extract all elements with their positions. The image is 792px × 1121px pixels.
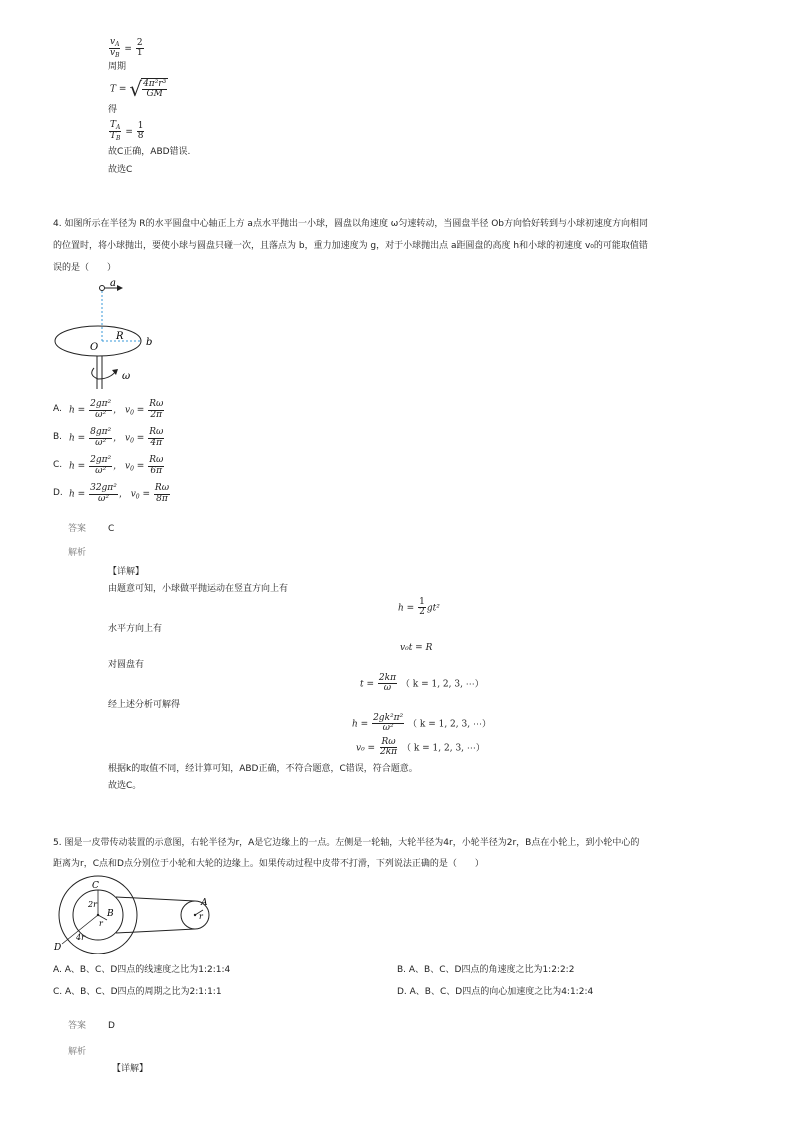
q4-eq3: t = $\frac{2k\pi}{\omega}$ （ k = 1, 2, 3, ⋯） [360, 673, 484, 694]
q4-option-d[interactable]: D. h = $\frac{\text{32gπ²}}{\text{ω²}}$ ， $v_0$ = $\frac{R\omega}{8\pi}$ [53, 483, 170, 504]
label-r-small: r [99, 919, 103, 928]
q4-line5: 根据k的取值不同，经计算可知，ABD正确，不符合题意，C错误，符合题意。 [108, 764, 418, 774]
period-label: 周期 [108, 62, 127, 72]
q4-eq4: h = $\frac{\text{2gk²π²}}{\text{ω²}}$ （ k = 1, 2, 3, ⋯） [352, 713, 491, 734]
velocity-ratio-equation: $\frac{v_A}{v_B}$ = $\frac{2}{1}$ [110, 37, 143, 60]
label-A: A [201, 898, 208, 908]
q4-line1: 由题意可知，小球做平抛运动在竖直方向上有 [108, 584, 289, 594]
period-ratio-equation: $\frac{T_A}{T_B}$ = $\frac{1}{8}$ [110, 120, 144, 143]
q4-disc-figure [50, 278, 170, 390]
q4-answer-label: 答案 [68, 524, 87, 534]
q5-belt-figure [52, 870, 217, 954]
q4-option-c[interactable]: C. h = $\frac{\text{2gπ²}}{\text{ω²}}$ ， $v_0$ = $\frac{R\omega}{6\pi}$ [53, 455, 164, 476]
label-O: O [90, 342, 99, 353]
q5-detail-label: 【详解】 [112, 1064, 149, 1074]
q4-line4: 经上述分析可解得 [108, 700, 181, 710]
q4-detail-label: 【详解】 [108, 567, 145, 577]
q4-options [53, 396, 171, 508]
q4-eq5: v₀ = $\frac{R\omega}{2k\pi}$ （ k = 1, 2, 3, ⋯） [356, 737, 485, 758]
q4-stem-line1: 4. 如图所示在半径为 R的水平圆盘中心轴正上方 a点水平抛出一小球，圆盘以角速度 ω匀速转动，当圆盘半径 Ob方向恰好转到与小球初速度方向相同 [53, 219, 648, 229]
rotation-arrow [92, 368, 116, 379]
label-2r: 2r [88, 900, 97, 909]
point-a-marker [100, 286, 105, 291]
label-r-right: r [199, 912, 203, 921]
label-B: B [107, 909, 114, 919]
q5-stem-line2: 距离为r，C点和D点分别位于小轮和大轮的边缘上。如果传动过程中皮带不打滑，下列说法正确的是（ ） [53, 859, 484, 869]
label-D: D [54, 943, 62, 953]
q4-eq1: h = $\frac{1}{2}$ gt² [398, 597, 440, 618]
q4-stem-line3: 误的是（ ） [53, 263, 117, 273]
label-a: a [110, 278, 116, 289]
label-b: b [146, 337, 153, 348]
q5-option-d[interactable]: D. A、B、C、D四点的向心加速度之比为4:1:2:4 [397, 987, 594, 997]
belt-top [116, 897, 195, 901]
q4-option-b[interactable]: B. h = $\frac{\text{8gπ²}}{\text{ω²}}$ ， $v_0$ = $\frac{R\omega}{4\pi}$ [53, 427, 164, 448]
q5-option-c[interactable]: C. A、B、C、D四点的周期之比为2:1:1:1 [53, 987, 222, 997]
belt-bottom [116, 929, 195, 933]
q5-answer-label: 答案 [68, 1021, 87, 1031]
q4-answer: C [108, 524, 115, 534]
label-R: R [116, 331, 124, 342]
q4-choose: 故选C。 [108, 781, 142, 791]
q4-line2: 水平方向上有 [108, 624, 163, 634]
q4-analysis-label: 解析 [68, 548, 87, 558]
label-omega: ω [122, 371, 131, 382]
label-4r: 4r [76, 933, 85, 942]
q5-stem-line1: 5. 图是一皮带传动装置的示意图，右轮半径为r，A是它边缘上的一点。左侧是一轮轴，大轮半径为4r，小轮半径为2r，B点在小轮上，到小轮中心的 [53, 838, 640, 848]
de-label: 得 [108, 105, 118, 115]
q4-line3: 对圆盘有 [108, 660, 145, 670]
top-conclusion: 故C正确，ABD错误. [108, 147, 191, 157]
q4-option-a[interactable]: A. h = $\frac{\text{2gπ²}}{\text{ω²}}$ ， $v_0$ = $\frac{R\omega}{2\pi}$ [53, 399, 164, 420]
q5-option-a[interactable]: A. A、B、C、D四点的线速度之比为1:2:1:4 [53, 965, 231, 975]
period-formula: T = √ $\frac{\text{4π²r³}}{GM}$ [110, 76, 167, 101]
q5-answer: D [108, 1021, 115, 1031]
q4-stem-line2: 的位置时，将小球抛出，要使小球与圆盘只碰一次，且落点为 b，重力加速度为 g，对于小球抛出点 a距圆盘的高度 h和小球的初速度 v₀的可能取值错 [53, 241, 648, 251]
top-choose: 故选C [108, 165, 133, 175]
label-C: C [92, 881, 99, 891]
q5-analysis-label: 解析 [68, 1047, 87, 1057]
q4-eq2: v₀t = R [400, 643, 433, 653]
q5-option-b[interactable]: B. A、B、C、D四点的角速度之比为1:2:2:2 [397, 965, 575, 975]
